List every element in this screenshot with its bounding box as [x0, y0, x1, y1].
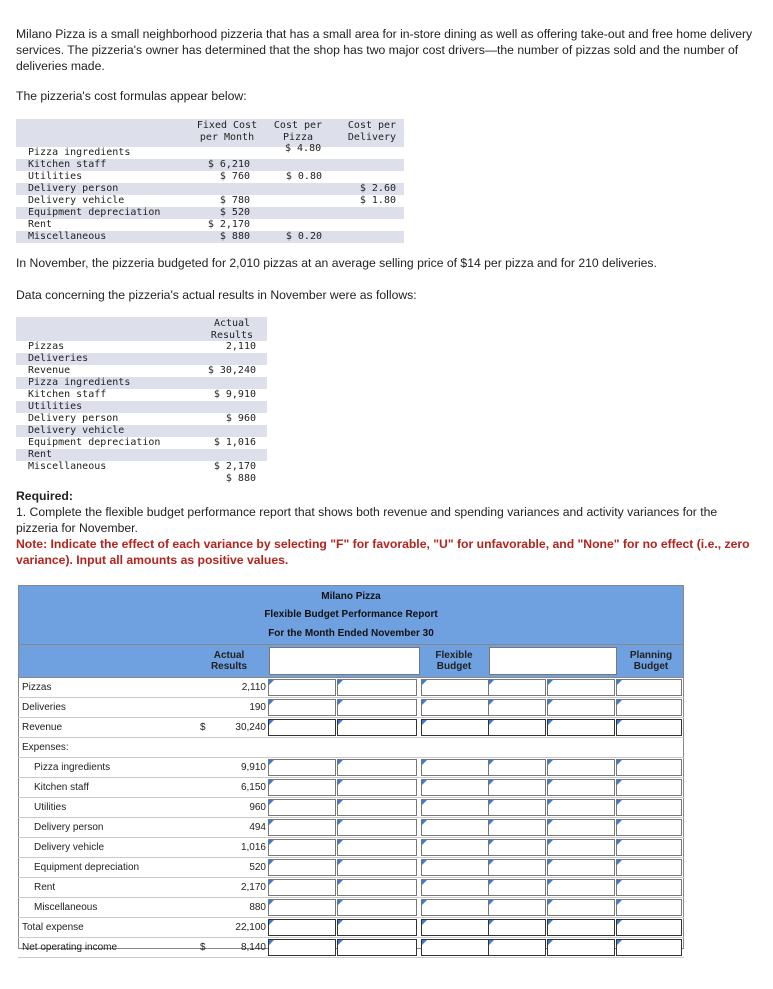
pizza-ingredients-per-pizza: $ 4.80	[285, 143, 322, 154]
cost-formula-row	[16, 159, 404, 171]
actual-label: Deliveries	[28, 353, 89, 364]
col-flexible-header-1: Flexible	[435, 650, 473, 661]
actual-result-value: 6,150	[240, 782, 266, 793]
report-input-col-2[interactable]	[337, 899, 417, 916]
report-input-col-6[interactable]	[616, 919, 682, 936]
report-row	[18, 818, 684, 838]
report-row	[18, 938, 684, 958]
report-input-col-1[interactable]	[268, 799, 336, 816]
report-row	[18, 678, 684, 698]
cost-formula-row	[16, 195, 404, 207]
report-row-label: Delivery vehicle	[34, 842, 105, 853]
report-input-col-6[interactable]	[616, 699, 682, 716]
cost-label: Equipment depreciation	[28, 207, 161, 218]
report-row-label: Miscellaneous	[34, 902, 98, 913]
col-planning-header-1: Planning	[629, 650, 673, 661]
report-input-col-5[interactable]	[547, 779, 615, 796]
report-input-col-2[interactable]	[337, 759, 417, 776]
fixed-cost: $ 6,210	[207, 159, 250, 170]
actual-result-value: 22,100	[235, 922, 266, 933]
report-row-label: Total expense	[22, 922, 84, 933]
report-input-col-5[interactable]	[547, 819, 615, 836]
report-title: Flexible Budget Performance Report	[264, 609, 438, 620]
report-row-label: Expenses:	[22, 742, 69, 753]
report-company: Milano Pizza	[321, 591, 381, 602]
dollar-sign: $	[200, 722, 206, 733]
report-input-col-4[interactable]	[488, 859, 546, 876]
actual-result-value: 2,170	[240, 882, 266, 893]
report-input-col-4[interactable]	[488, 899, 546, 916]
report-input-col-6[interactable]	[616, 859, 682, 876]
report-row	[18, 838, 684, 858]
delivery-header-1: Cost per	[347, 120, 397, 131]
report-row-label: Delivery person	[34, 822, 104, 833]
report-row	[18, 738, 684, 758]
cost-label: Rent	[28, 219, 53, 230]
report-column-headers	[18, 645, 684, 678]
report-input-col-5[interactable]	[547, 759, 615, 776]
report-input-col-6[interactable]	[616, 779, 682, 796]
actual-result-value: 520	[249, 862, 266, 873]
actual-result-value: 1,016	[240, 842, 266, 853]
actual-result-value: 30,240	[235, 722, 266, 733]
required-title: Required:	[16, 489, 73, 503]
actual-label: Rent	[28, 449, 53, 460]
report-input-col-2[interactable]	[337, 819, 417, 836]
actual-results-row	[16, 461, 267, 484]
report-input-col-2[interactable]	[337, 799, 417, 816]
actual-value: $ 880	[225, 473, 256, 484]
fixed-cost: $ 2,170	[207, 219, 250, 230]
cost-label: Kitchen staff	[28, 159, 107, 170]
actual-value: $ 2,170	[213, 461, 256, 472]
report-input-col-1[interactable]	[268, 899, 336, 916]
report-banner	[18, 585, 684, 645]
report-row	[18, 778, 684, 798]
report-input-col-4[interactable]	[488, 699, 546, 716]
cost-per-pizza: $ 0.20	[285, 231, 322, 242]
report-input-col-6[interactable]	[616, 679, 682, 696]
report-row-label: Pizza ingredients	[34, 762, 111, 773]
cost-per-pizza: $ 0.80	[285, 171, 322, 182]
cost-label: Delivery vehicle	[28, 195, 125, 206]
report-row-label: Rent	[34, 882, 56, 893]
report-input-col-5[interactable]	[547, 679, 615, 696]
report-input-col-6[interactable]	[616, 759, 682, 776]
report-input-col-6[interactable]	[616, 719, 682, 736]
report-input-col-2[interactable]	[337, 859, 417, 876]
report-period: For the Month Ended November 30	[268, 628, 434, 639]
report-input-col-6[interactable]	[616, 899, 682, 916]
cost-formula-row	[16, 231, 404, 243]
report-row	[18, 718, 684, 738]
report-row	[18, 758, 684, 778]
report-row-label: Kitchen staff	[34, 782, 89, 793]
report-input-col-1[interactable]	[268, 759, 336, 776]
report-input-col-2[interactable]	[337, 699, 417, 716]
col-actual-header	[204, 650, 254, 672]
cost-label: Pizza ingredients	[28, 147, 131, 158]
report-input-col-6[interactable]	[616, 879, 682, 896]
report-row	[18, 698, 684, 718]
actual-label: Revenue	[28, 365, 71, 376]
actual-results-row	[16, 365, 267, 377]
actual-first-value: 2,110	[225, 341, 256, 352]
report-input-col-6[interactable]	[616, 819, 682, 836]
dollar-sign: $	[200, 942, 206, 953]
report-input-col-1[interactable]	[268, 839, 336, 856]
report-row-label: Utilities	[34, 802, 67, 813]
actual-result-value: 880	[249, 902, 266, 913]
report-row-label: Revenue	[22, 722, 63, 733]
report-input-col-5[interactable]	[547, 919, 615, 936]
col-planning-header	[621, 650, 681, 672]
report-input-col-4[interactable]	[488, 879, 546, 896]
actual-intro-text: Data concerning the pizzeria's actual results in November were as follows:	[16, 288, 417, 302]
report-input-col-5[interactable]	[547, 879, 615, 896]
report-input-col-1[interactable]	[268, 779, 336, 796]
variance-header-input-1[interactable]	[269, 647, 420, 675]
report-input-col-5[interactable]	[547, 939, 615, 956]
report-input-col-5[interactable]	[547, 839, 615, 856]
actual-label: Equipment depreciation	[28, 437, 161, 448]
actual-label: Delivery vehicle	[28, 425, 125, 436]
report-input-col-2[interactable]	[337, 879, 417, 896]
actual-header-2: Results	[210, 330, 254, 341]
actual-label: Pizzas	[28, 341, 65, 352]
report-input-col-1[interactable]	[268, 719, 336, 736]
report-input-col-2[interactable]	[337, 719, 417, 736]
col-flexible-header	[424, 650, 484, 672]
actual-label: Utilities	[28, 401, 83, 412]
cost-per-delivery: $ 2.60	[359, 183, 396, 194]
col-actual-header-2: Results	[210, 661, 248, 672]
report-row-label: Net operating income	[22, 942, 118, 953]
report-input-col-1[interactable]	[268, 859, 336, 876]
actual-result-value: 2,110	[241, 682, 266, 693]
actual-value: $ 960	[225, 413, 256, 424]
report-input-col-6[interactable]	[616, 939, 682, 956]
fixed-header-2: per Month	[199, 132, 255, 143]
cost-formula-row	[16, 219, 404, 231]
cost-label: Miscellaneous	[28, 231, 107, 242]
actual-results-header	[16, 317, 267, 341]
performance-report	[18, 585, 684, 953]
report-input-col-4[interactable]	[488, 679, 546, 696]
report-input-col-2[interactable]	[337, 939, 417, 956]
report-row	[18, 918, 684, 938]
col-actual-header-1: Actual	[213, 650, 245, 661]
report-input-col-4[interactable]	[488, 839, 546, 856]
actual-result-value: 9,910	[240, 762, 266, 773]
cost-label: Utilities	[28, 171, 83, 182]
fixed-cost: $ 760	[219, 171, 250, 182]
intro-paragraph: Milano Pizza is a small neighborhood pizzeria that has a small area for in-store dining as well as offering take-out and free home delivery services. The pizzeria's owner has determined that the shop has two major cost drivers—the number of pizzas sold and the number of deliveries made.	[16, 27, 753, 73]
actual-value: $ 9,910	[213, 389, 256, 400]
report-input-col-1[interactable]	[268, 819, 336, 836]
cost-formula-row	[16, 207, 404, 219]
actual-label: Kitchen staff	[28, 389, 107, 400]
report-input-col-4[interactable]	[488, 759, 546, 776]
report-input-col-5[interactable]	[547, 859, 615, 876]
fixed-cost: $ 780	[219, 195, 250, 206]
report-input-col-1[interactable]	[268, 879, 336, 896]
variance-header-input-2[interactable]	[489, 647, 617, 675]
actual-results-row	[16, 341, 267, 353]
report-input-col-4[interactable]	[488, 719, 546, 736]
col-planning-header-2: Budget	[633, 661, 669, 672]
cost-formula-header	[16, 119, 404, 147]
report-input-col-2[interactable]	[337, 919, 417, 936]
delivery-header-2: Delivery	[347, 132, 397, 143]
pizza-header-2: Pizza	[282, 132, 314, 143]
actual-value: $ 30,240	[207, 365, 256, 376]
cost-label: Delivery person	[28, 183, 119, 194]
report-input-col-5[interactable]	[547, 699, 615, 716]
fixed-cost: $ 880	[219, 231, 250, 242]
formula-intro: The pizzeria's cost formulas appear below:	[16, 89, 247, 103]
report-row-label: Pizzas	[22, 682, 52, 693]
actual-result-value: 960	[249, 802, 266, 813]
actual-results-row	[16, 413, 267, 425]
col-flexible-header-2: Budget	[436, 661, 472, 672]
actual-result-value: 494	[249, 822, 266, 833]
report-row-label: Deliveries	[22, 702, 66, 713]
report-input-col-2[interactable]	[337, 679, 417, 696]
cost-formula-row	[16, 171, 404, 183]
report-row	[18, 798, 684, 818]
report-row	[18, 858, 684, 878]
report-input-col-2[interactable]	[337, 839, 417, 856]
report-input-col-4[interactable]	[488, 819, 546, 836]
report-input-col-1[interactable]	[268, 939, 336, 956]
report-input-col-4[interactable]	[488, 799, 546, 816]
actual-header-1: Actual	[213, 318, 251, 329]
report-input-col-1[interactable]	[268, 919, 336, 936]
report-row-label: Equipment depreciation	[34, 862, 140, 873]
report-input-col-6[interactable]	[616, 839, 682, 856]
actual-label: Miscellaneous	[28, 461, 107, 472]
report-input-col-4[interactable]	[488, 919, 546, 936]
report-input-col-4[interactable]	[488, 779, 546, 796]
cost-formula-row	[16, 147, 404, 159]
report-row	[18, 898, 684, 918]
report-input-col-5[interactable]	[547, 799, 615, 816]
report-input-col-6[interactable]	[616, 799, 682, 816]
cost-formula-row	[16, 183, 404, 195]
actual-value: $ 1,016	[213, 437, 256, 448]
report-input-col-1[interactable]	[268, 679, 336, 696]
actual-label: Delivery person	[28, 413, 119, 424]
actual-results-row	[16, 437, 267, 449]
report-row	[18, 878, 684, 898]
november-budget-text: In November, the pizzeria budgeted for 2,010 pizzas at an average selling price of $14 per pizza and for 210 deliveries.	[16, 256, 657, 270]
actual-label: Pizza ingredients	[28, 377, 131, 388]
cost-per-delivery: $ 1.80	[359, 195, 396, 206]
report-input-col-4[interactable]	[488, 939, 546, 956]
required-text: 1. Complete the flexible budget performance report that shows both revenue and spending variances and activity variances for the pizzeria for November.	[16, 505, 718, 535]
pizza-header-1: Cost per	[273, 120, 323, 131]
actual-result-value: 190	[249, 702, 266, 713]
actual-result-value: 8,140	[240, 942, 266, 953]
fixed-cost: $ 520	[219, 207, 250, 218]
report-input-col-5[interactable]	[547, 899, 615, 916]
fixed-header-1: Fixed Cost	[196, 120, 258, 131]
actual-results-row	[16, 389, 267, 401]
report-input-col-2[interactable]	[337, 779, 417, 796]
required-section	[16, 488, 756, 568]
required-note: Note: Indicate the effect of each variance by selecting "F" for favorable, "U" for unfavorable, and "None" for no effect (i.e., zero variance). Input all amounts as positive values.	[16, 537, 750, 567]
report-input-col-1[interactable]	[268, 699, 336, 716]
report-input-col-5[interactable]	[547, 719, 615, 736]
